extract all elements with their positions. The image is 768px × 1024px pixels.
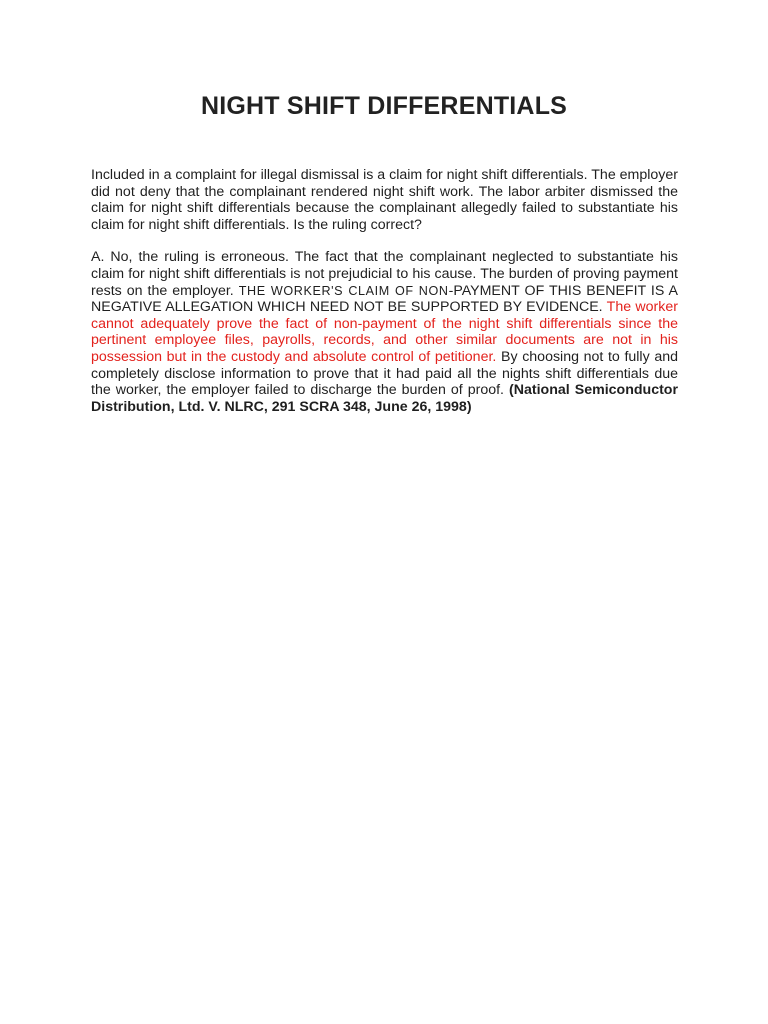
- document-body: [91, 167, 678, 415]
- answer-intro: A. No, the ruling is erroneous. The fact that the complainant neglected to substantiate his claim for night shift differentials is not prejudicial to his cause. The burden of proving payment rests on the employer.: [91, 249, 678, 299]
- answer-caps-lead: THE WORKER'S CLAIM OF NON: [238, 283, 449, 298]
- question-paragraph: Included in a complaint for illegal dismissal is a claim for night shift differentials. The employer did not deny that the complainant rendered night shift work. The labor arbiter dismissed the claim for night shift differentials because the complainant allegedly failed to substantiate his claim for night shift differentials. Is the ruling correct?: [91, 167, 678, 233]
- answer-continuation: By choosing not to fully and completely disclose information to prove that it had paid all the nights shift differentials due the worker, the employer failed to discharge the burden of proof.: [91, 348, 678, 399]
- answer-highlight: The worker cannot adequately prove the fact of non-payment of the night shift differentials since the pertinent employee files, payrolls, records, and other similar documents are not in his possession but in the custody and absolute control of petitioner.: [91, 299, 678, 365]
- answer-caps-rest: -PAYMENT OF THIS BENEFIT IS A NEGATIVE ALLEGATION WHICH NEED NOT BE SUPPORTED BY EVIDENCE.: [91, 282, 679, 316]
- case-citation: (National Semiconductor Distribution, Ltd. V. NLRC, 291 SCRA 348, June 26, 1998): [91, 382, 678, 415]
- answer-paragraph: [91, 249, 678, 415]
- page-title: NIGHT SHIFT DIFFERENTIALS: [200, 92, 568, 120]
